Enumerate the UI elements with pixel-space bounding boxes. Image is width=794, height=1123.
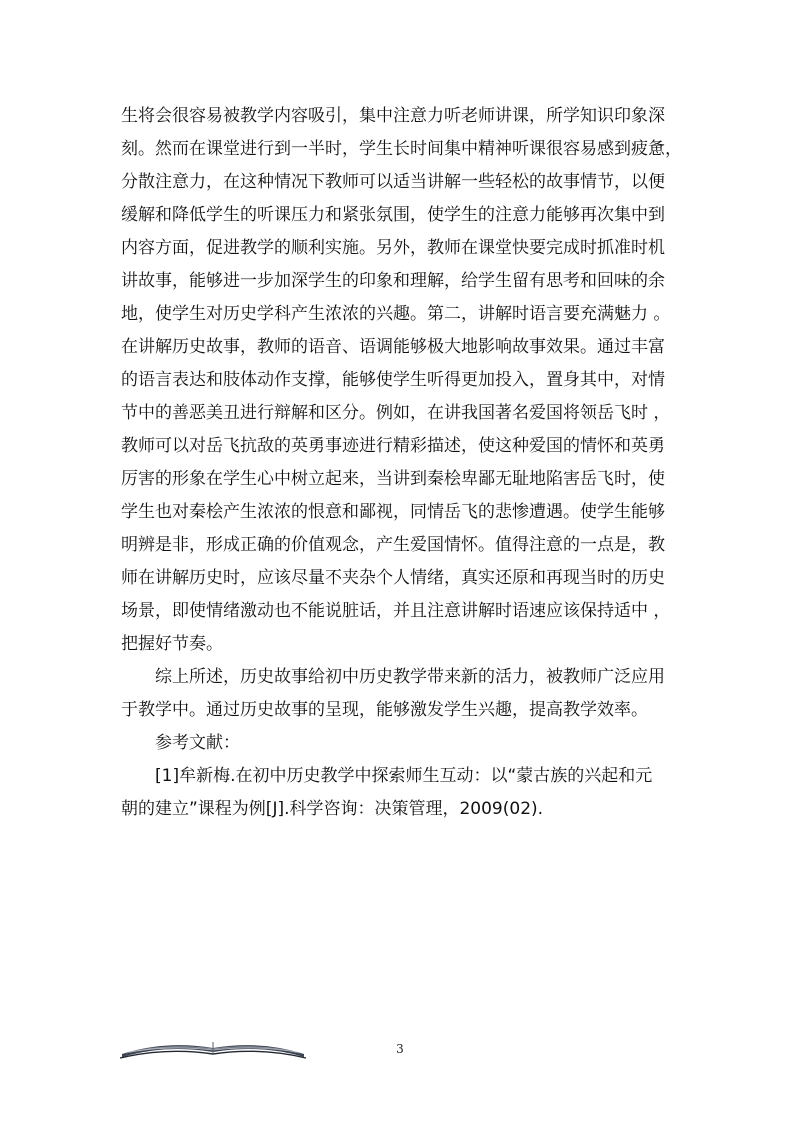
reference-entry-continued: 朝的建立”课程为例[J].科学咨询：决策管理，2009(02). [121, 799, 544, 819]
references-heading: 参考文献： [155, 733, 240, 753]
text-line: 于教学中。通过历史故事的呈现，能够激发学生兴趣，提高教学效率。 [121, 700, 648, 720]
text-line: 分散注意力，在这种情况下教师可以适当讲解一些轻松的故事情节，以便 [121, 172, 665, 192]
reference-entry: [1]牟新梅.在初中历史教学中探索师生互动：以“蒙古族的兴起和元 [155, 766, 653, 786]
page-number: 3 [396, 1042, 404, 1056]
open-book-icon [118, 1034, 308, 1060]
text-line: 教师可以对岳飞抗敌的英勇事迹进行精彩描述，使这种爱国的情怀和英勇 [121, 436, 665, 456]
text-line: 内容方面，促进教学的顺利实施。另外，教师在课堂快要完成时抓准时机 [121, 238, 665, 258]
text-line: 刻。然而在课堂进行到一半时，学生长时间集中精神听课很容易感到疲惫， [121, 139, 682, 159]
text-line: 的语言表达和肢体动作支撑，能够使学生听得更加投入，置身其中，对情 [121, 370, 665, 390]
text-line: 在讲解历史故事，教师的语音、语调能够极大地影响故事效果。通过丰富 [121, 337, 665, 357]
text-line: 节中的善恶美丑进行辩解和区分。例如，在讲我国著名爱国将领岳飞时 ， [121, 403, 671, 423]
text-line: 厉害的形象在学生心中树立起来，当讲到秦桧卑鄙无耻地陷害岳飞时，使 [121, 469, 665, 489]
text-line: 学生也对秦桧产生浓浓的恨意和鄙视，同情岳飞的悲惨遭遇。使学生能够 [121, 502, 665, 522]
text-line: 师在讲解历史时，应该尽量不夹杂个人情绪，真实还原和再现当时的历史 [121, 568, 665, 588]
text-line: 讲故事，能够进一步加深学生的印象和理解，给学生留有思考和回味的余 [121, 271, 665, 291]
text-line: 地，使学生对历史学科产生浓浓的兴趣。第二，讲解时语言要充满魅力 。 [121, 304, 671, 324]
text-line: 场景，即使情绪激动也不能说脏话，并且注意讲解时语速应该保持适中 ， [121, 601, 671, 621]
text-line: 明辨是非，形成正确的价值观念，产生爱国情怀。值得注意的一点是，教 [121, 535, 665, 555]
text-line: 综上所述，历史故事给初中历史教学带来新的活力，被教师广泛应用 [155, 667, 665, 687]
text-line: 缓解和降低学生的听课压力和紧张氛围，使学生的注意力能够再次集中到 [121, 205, 665, 225]
text-line: 生将会很容易被教学内容吸引，集中注意力听老师讲课，所学知识印象深 [121, 106, 665, 126]
body-text [121, 100, 682, 826]
text-line: 把握好节奏。 [121, 634, 223, 654]
